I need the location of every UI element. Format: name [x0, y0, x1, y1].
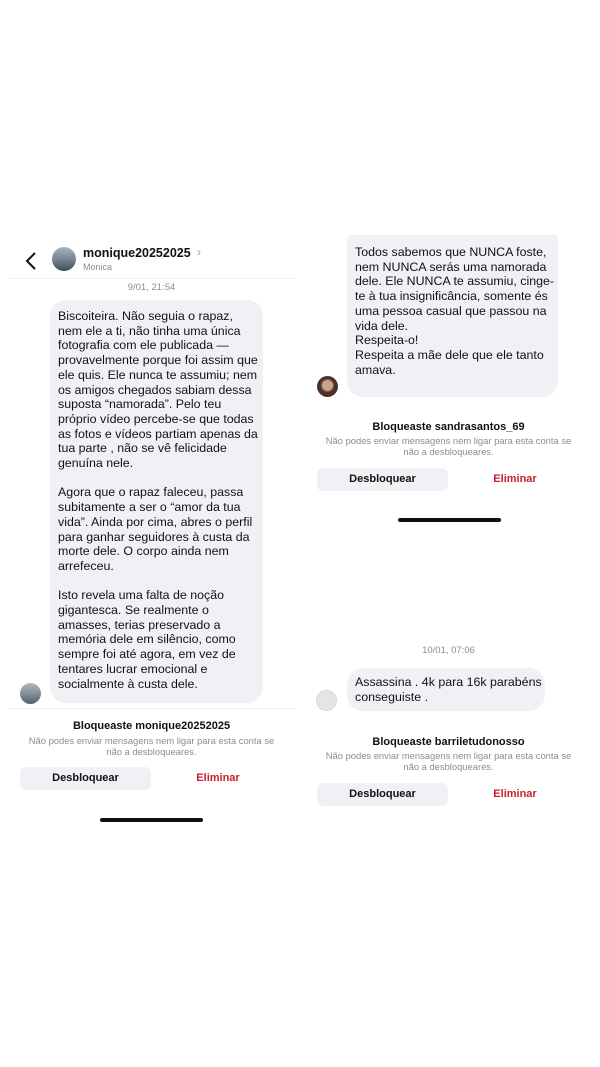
chat-panel-monique: [8, 235, 295, 825]
blocked-description: Não podes enviar mensagens nem ligar para esta conta se não a desbloqueares.: [325, 750, 572, 772]
chat-panel-barriletudonosso: [305, 635, 592, 830]
chat-panel-sandrasantos: [305, 235, 592, 530]
divider: [8, 708, 295, 709]
sender-avatar: [20, 683, 41, 704]
delete-button[interactable]: Eliminar: [493, 788, 537, 800]
blocked-description: Não podes enviar mensagens nem ligar para esta conta se não a desbloqueares.: [325, 435, 572, 457]
chat-header: [8, 235, 295, 279]
unblock-button[interactable]: Desbloquear: [20, 767, 151, 790]
message-bubble: Todos sabemos que NUNCA foste, nem NUNCA serás uma namorada dele. Ele NUNCA te assumiu, cinge- te à tua insignificância, somente és uma pessoa casual que passou na vida dele. Respeita-o! Respeita a mãe dele que ele tanto amava.: [347, 235, 558, 397]
chat-username[interactable]: monique20252025: [83, 246, 191, 260]
blocked-title: Bloqueaste monique20252025: [72, 720, 231, 732]
unblock-button[interactable]: Desbloquear: [317, 783, 448, 806]
chat-subtitle: Monica: [83, 262, 113, 272]
chevron-left-icon[interactable]: [25, 252, 37, 270]
message-bubble: Assassina . 4k para 16k parabéns conseguiste .: [347, 668, 545, 711]
unblock-button[interactable]: Desbloquear: [317, 468, 448, 491]
avatar[interactable]: [52, 247, 76, 271]
blocked-title: Bloqueaste barriletudonosso: [372, 736, 525, 748]
sender-avatar: [317, 376, 338, 397]
blocked-description: Não podes enviar mensagens nem ligar para esta conta se não a desbloqueares.: [28, 735, 275, 757]
default-avatar: [316, 690, 337, 711]
home-indicator: [398, 518, 501, 522]
timestamp: 10/01, 07:06: [422, 645, 475, 656]
chevron-right-icon: ›: [197, 245, 201, 259]
timestamp: 9/01, 21:54: [127, 282, 176, 293]
home-indicator: [100, 818, 203, 822]
delete-button[interactable]: Eliminar: [493, 473, 537, 485]
delete-button[interactable]: Eliminar: [196, 772, 240, 784]
message-bubble: Biscoiteira. Não seguia o rapaz, nem ele a ti, não tinha uma única fotografia com ele publicada — provavelmente porque foi assim que ele quis. Ele nunca te assumiu; nem os amigos chegados sabiam dessa suposta “namorada”. Pelo teu próprio vídeo percebe-se que todas as fotos e vídeos partiam apenas da tua parte , não se vê felicidade genuína nele. Agora que o rapaz faleceu, passa subitamente a ser o “amor da tua vida”. Ainda por cima, abres o perfil para ganhar seguidores à custa da morte dele. O corpo ainda nem arrefeceu. Isto revela uma falta de noção gigantesca. Se realmente o amasses, terias preservado a memória dele em silêncio, como sempre foi até agora, em vez de tentares lucrar emocional e socialmente à custa dele.: [50, 300, 263, 703]
blocked-title: Bloqueaste sandrasantos_69: [372, 421, 525, 433]
